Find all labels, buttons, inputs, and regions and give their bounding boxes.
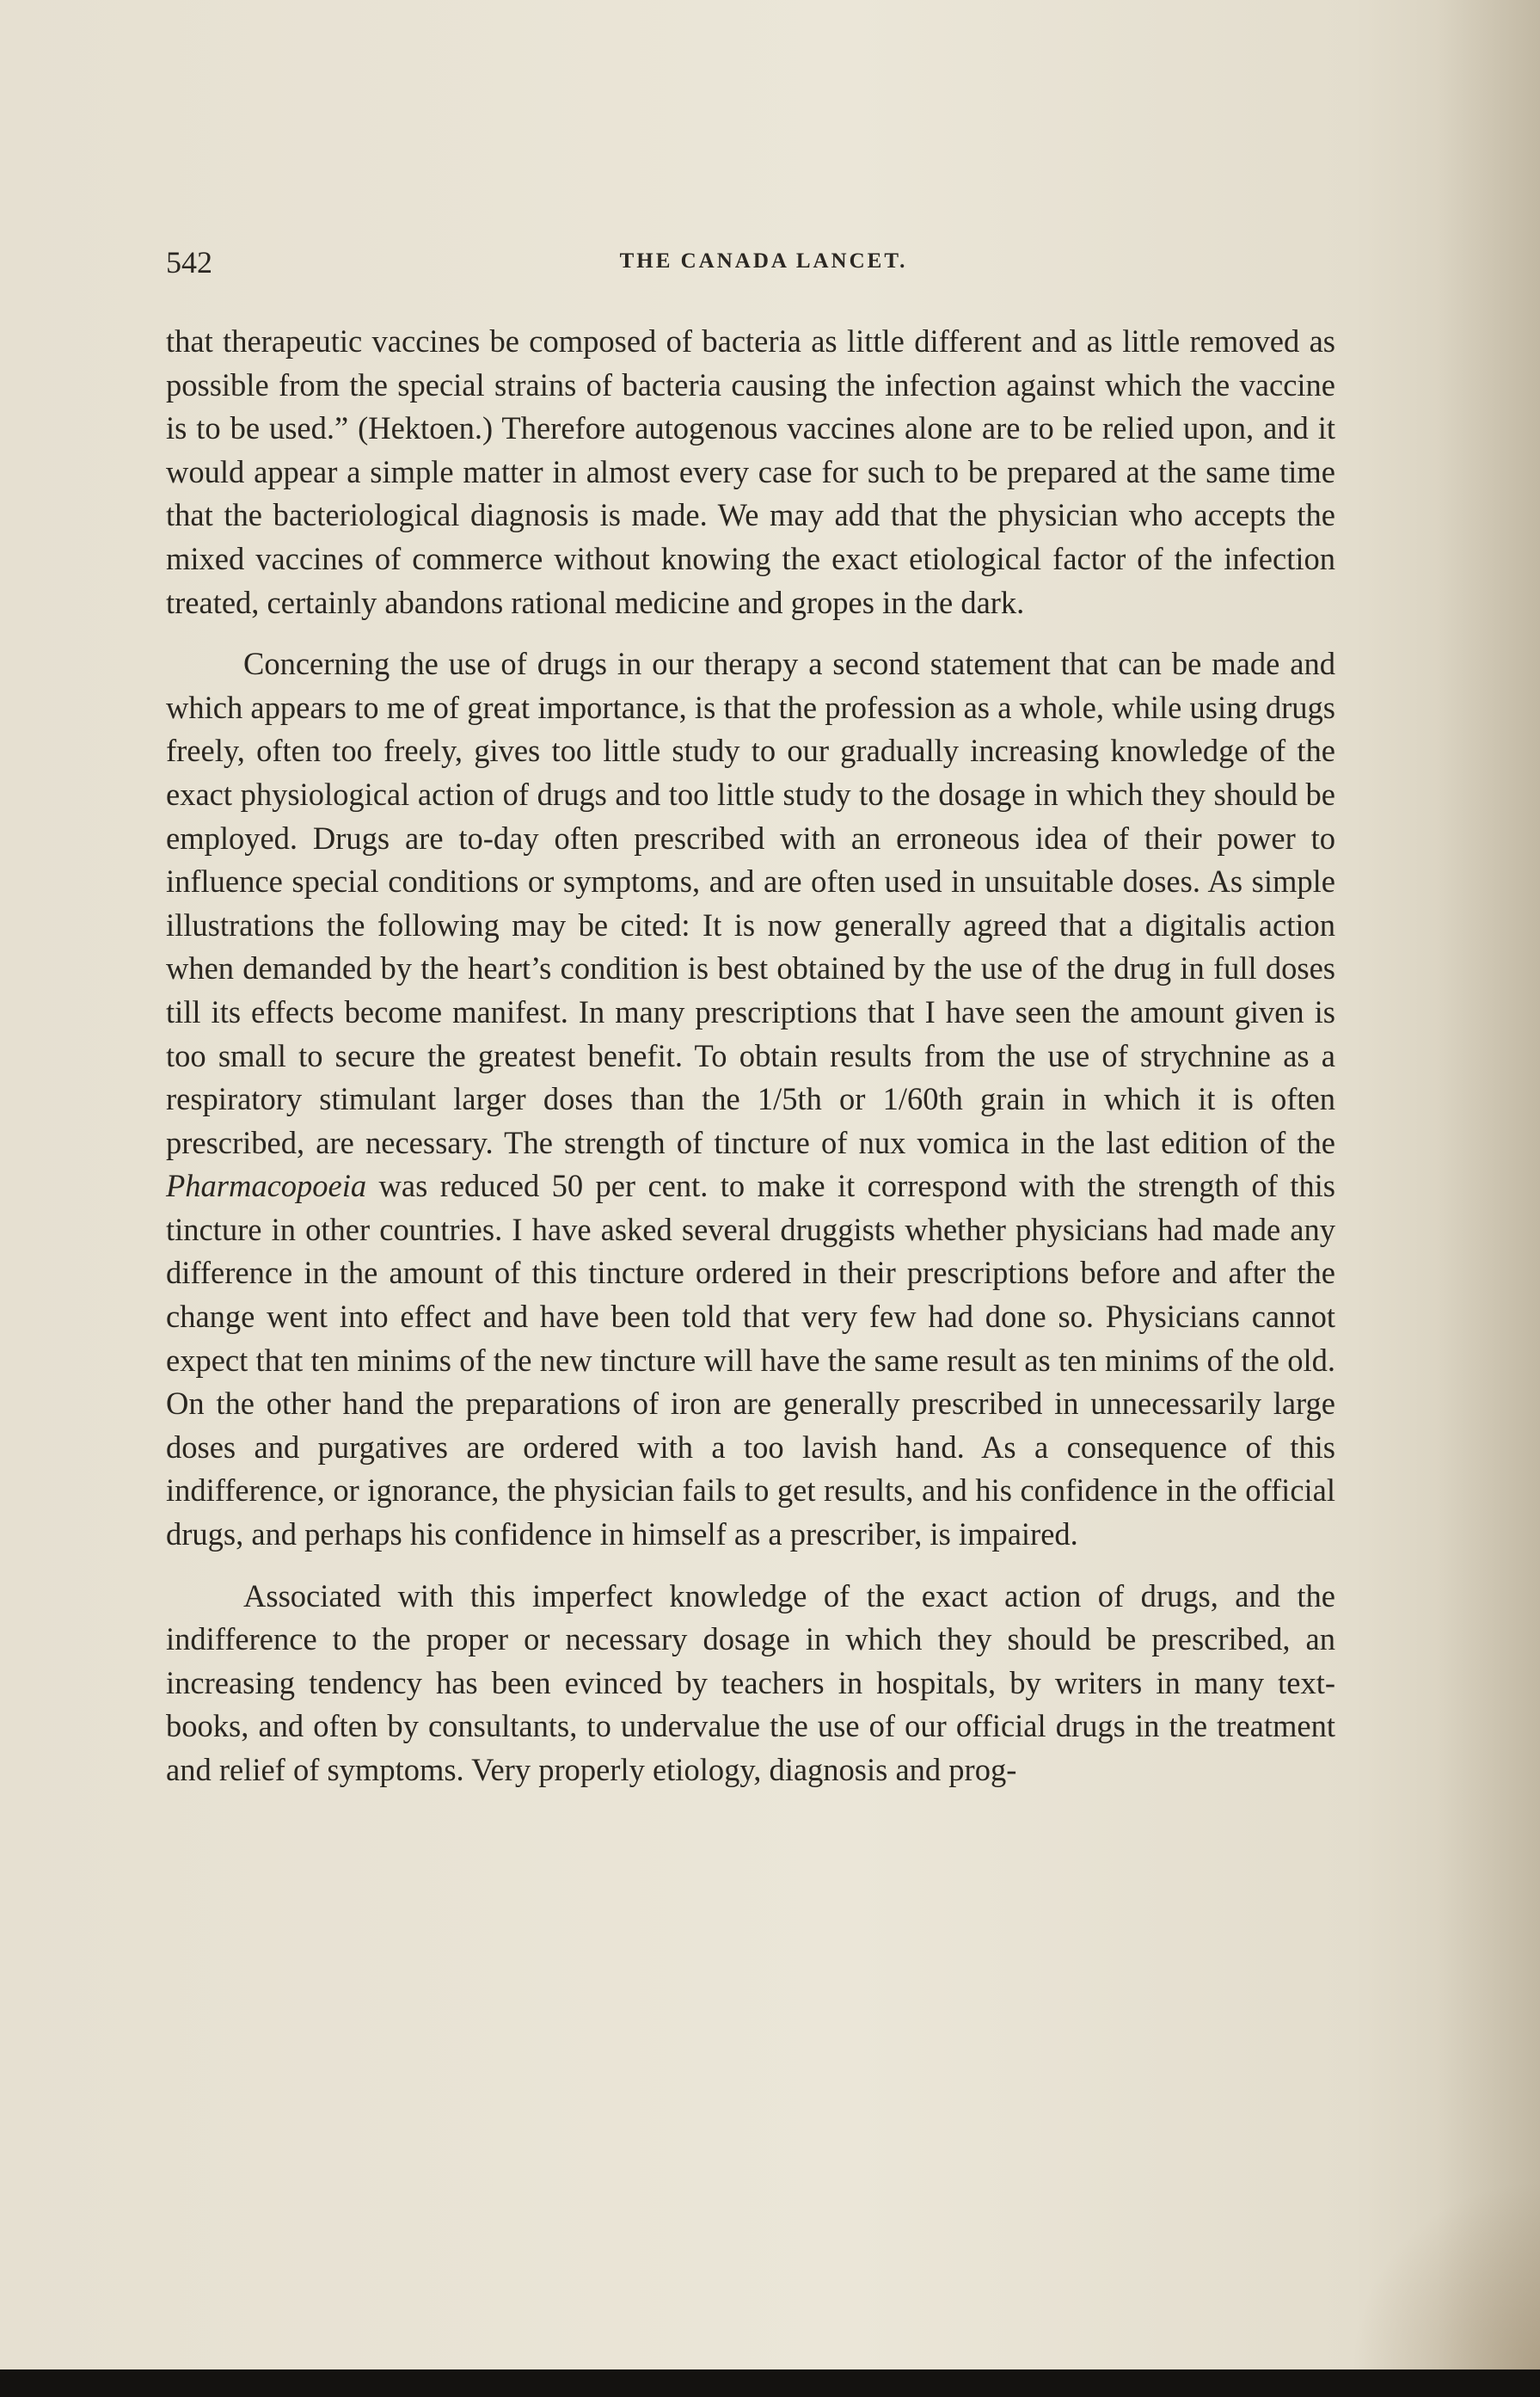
body-text bbox=[166, 320, 1335, 1792]
running-header bbox=[166, 244, 1361, 286]
italic-pharmacopoeia: Pharmacopoeia bbox=[166, 1168, 367, 1204]
page-corner-stain bbox=[1351, 2180, 1540, 2369]
paragraph-text: was reduced 50 per cent. to make it correspond with the strength of this tincture in other countries. I have asked several druggists whether physicians had made any difference in the amount of this tincture ordered in their prescriptions before and after the change went into effect and have been told that very few had done so. Physicians cannot expect that ten minims of the new tincture will have the same result as ten minims of the old. On the other hand the preparations of iron are generally prescribed in unnecessarily large doses and purgatives are ordered with a too lavish hand. As a consequence of this indifference, or ignorance, the physician fails to get results, and his confidence in the official drugs, and perhaps his confidence in himself as a prescriber, is impaired. bbox=[166, 1168, 1335, 1552]
page-number: 542 bbox=[166, 245, 212, 280]
page-edge-shadow bbox=[1437, 0, 1540, 2369]
journal-title: THE CANADA LANCET. bbox=[619, 249, 908, 273]
scan-bottom-edge bbox=[0, 2369, 1540, 2397]
paragraph-continuation: that therapeutic vaccines be composed of bacteria as little different and as little removed as possible from the special strains of bacteria causing the infection against which the vaccine is to be used.” (Hektoen.) Therefore autogenous vaccines alone are to be relied upon, and it would appear a simple matter in almost every case for such to be prepared at the same time that the bacteriological diagnosis is made. We may add that the physician who accepts the mixed vaccines of commerce without knowing the exact etiological factor of the infection treated, certainly abandons rational medicine and gropes in the dark. bbox=[166, 323, 1335, 620]
paragraph-drugs-dosage bbox=[166, 642, 1335, 1556]
paragraph-imperfect-knowledge: Associated with this imperfect knowledge of the exact action of drugs, and the indifference to the proper or necessary dosage in which they should be prescribed, an increasing tendency has been evinced by teachers in hospitals, by writers in many text-books, and often by consultants, to undervalue the use of our official drugs in the treatment and relief of symptoms. Very properly etiology, diagnosis and prog- bbox=[166, 1577, 1335, 1787]
paragraph-text: Concerning the use of drugs in our therapy a second statement that can be made and which appears to me of great importance, is that the profession as a whole, while using drugs freely, often too freely, gives too little study to our gradually increasing knowledge of the exact physiological action of drugs and too little study to the dosage in which they should be employed. Drugs are to-day often prescribed with an erroneous idea of their power to influence special conditions or symptoms, and are often used in unsuitable doses. As simple illustrations the following may be cited: It is now generally agreed that a digitalis action when demanded by the heart’s condition is best obtained by the use of the drug in full doses till its effects become manifest. In many prescriptions that I have seen the amount given is too small to secure the greatest benefit. To obtain results from the use of strychnine as a respiratory stimulant larger doses than the 1/5th or 1/60th grain in which it is often prescribed, are necessary. The strength of tincture of nux vomica in the last edition of the bbox=[166, 646, 1335, 1160]
